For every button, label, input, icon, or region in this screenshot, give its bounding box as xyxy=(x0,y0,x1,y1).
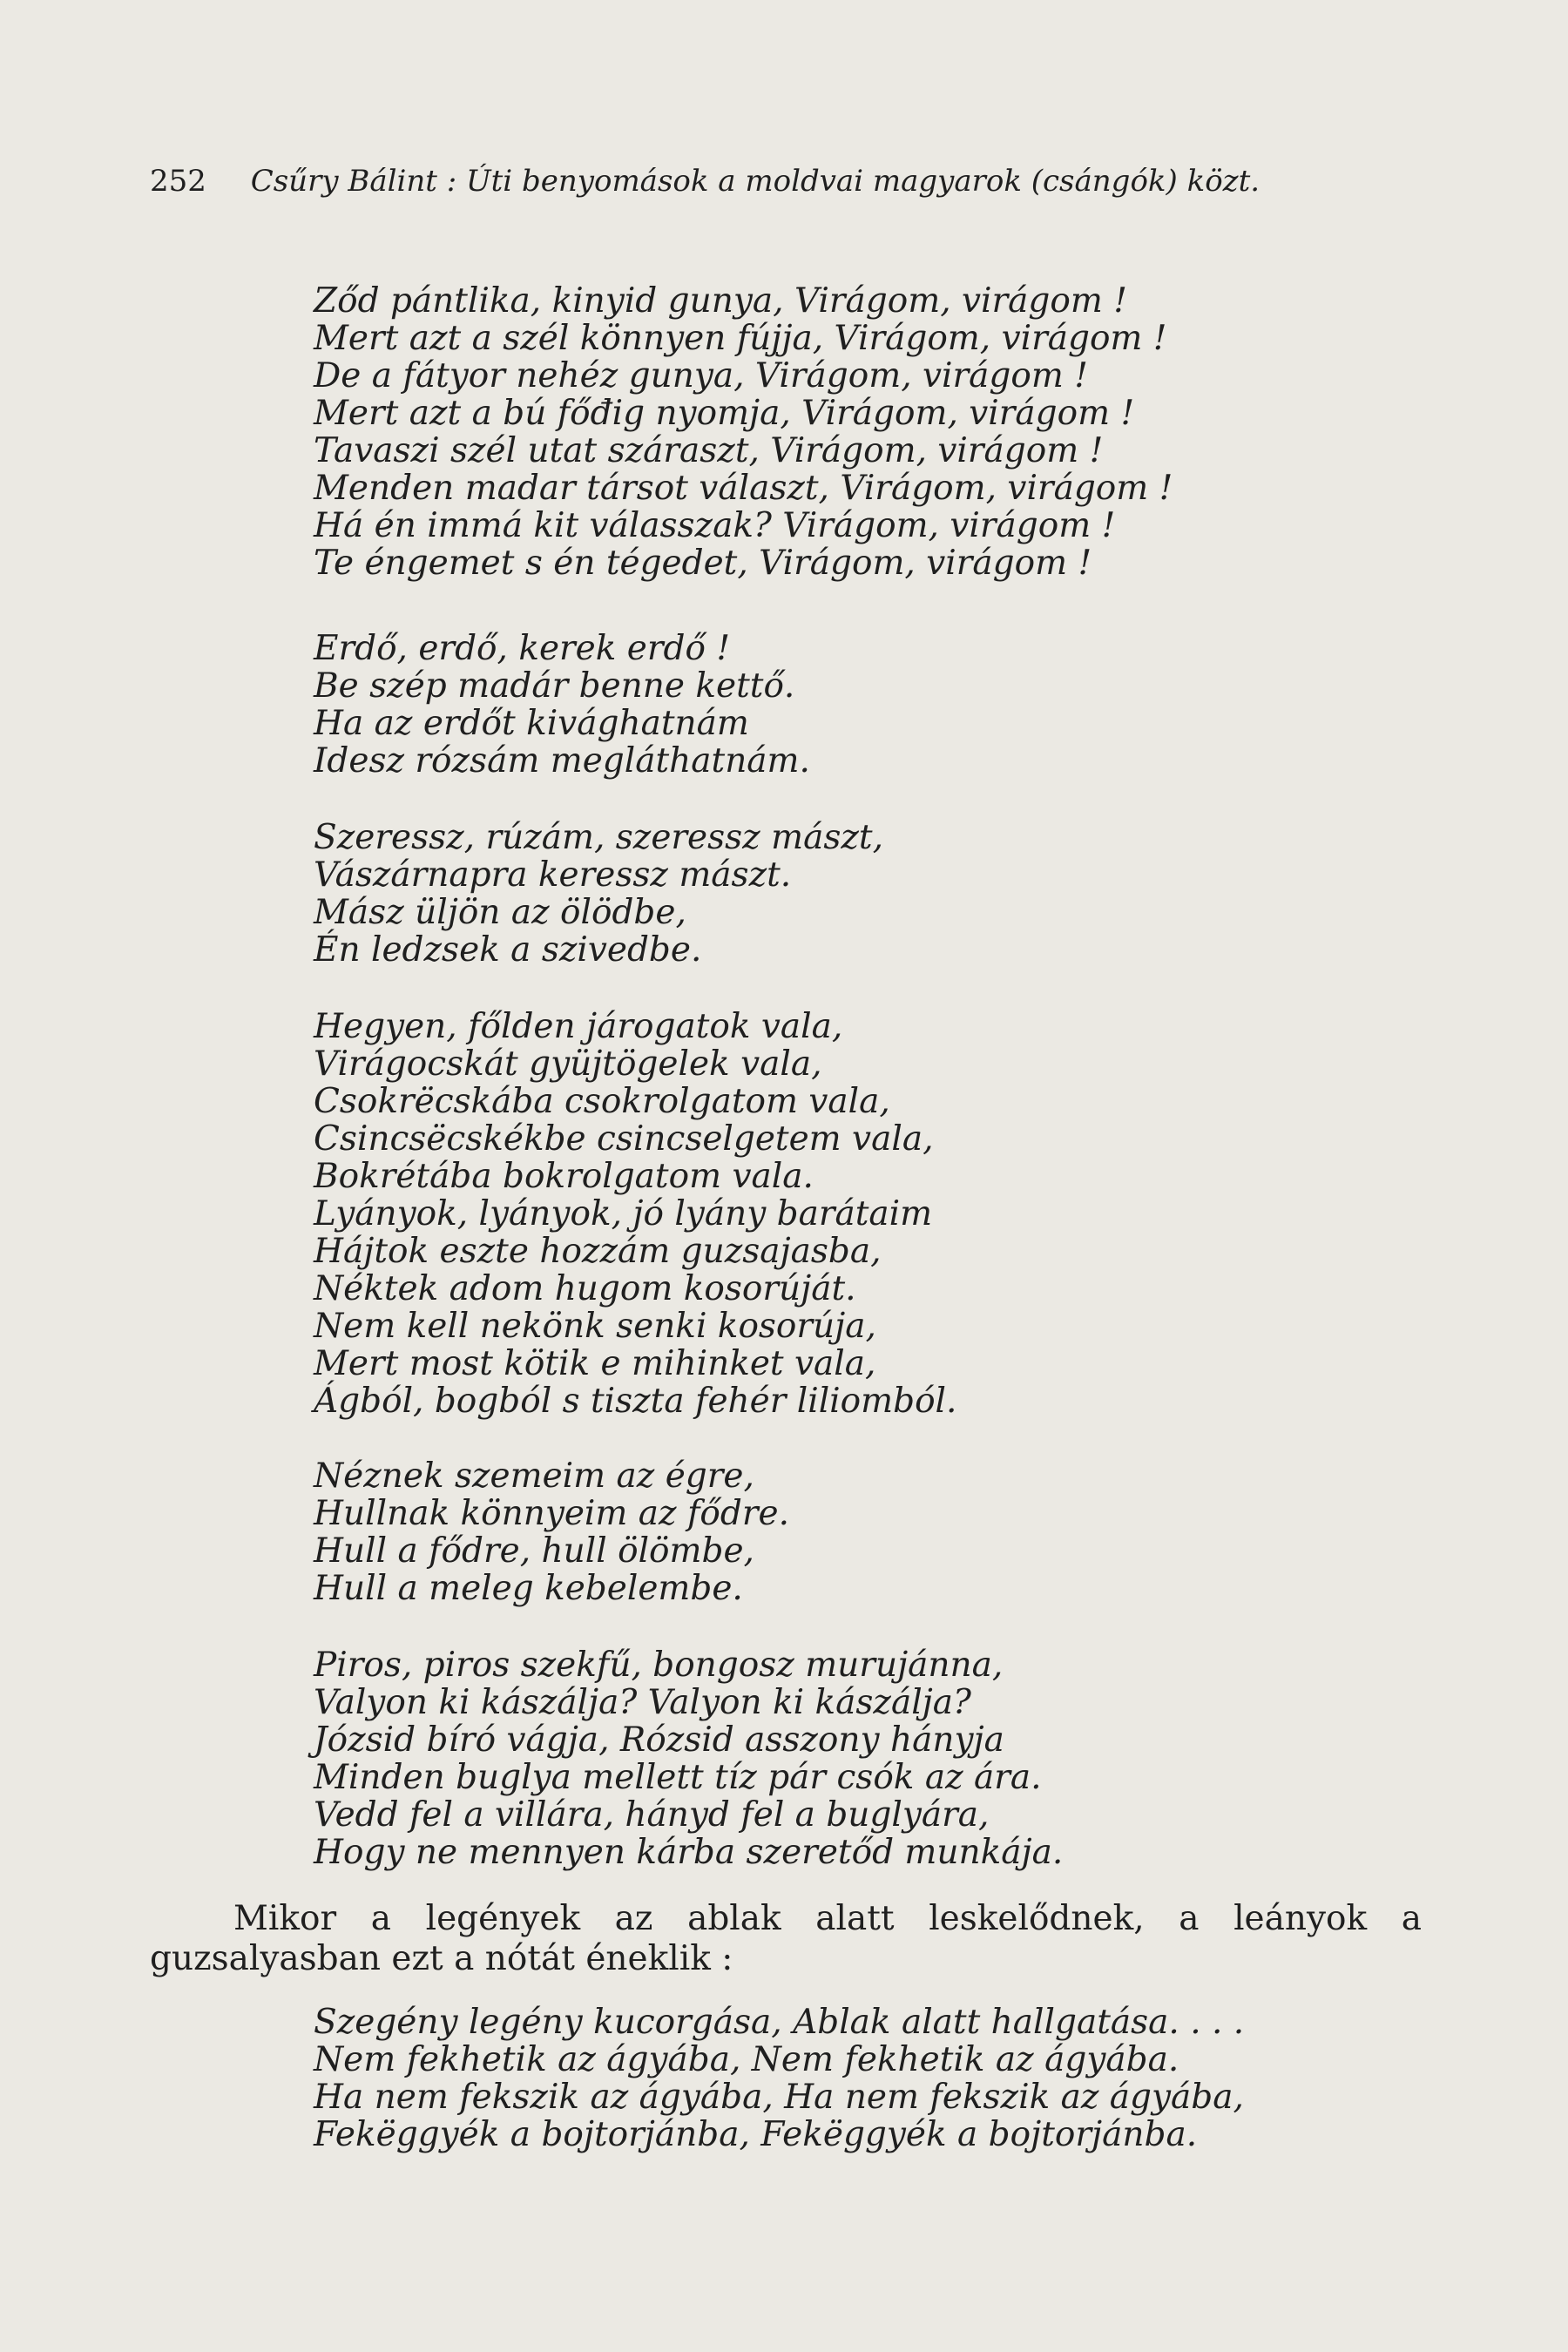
page-number: 252 xyxy=(150,164,206,199)
verse-line: Fekëggyék a bojtorjánba, Fekëggyék a bojtorjánba. xyxy=(314,2115,1198,2154)
verse-line: Én ledzsek a szivedbe. xyxy=(314,930,702,970)
verse-line: Ha az erdőt kivághatnám xyxy=(314,704,749,743)
stanza-hegyen xyxy=(314,1008,956,1420)
page-header xyxy=(150,164,1260,199)
verse-line: Mert azt a bú főđig nyomja, Virágom, virágom ! xyxy=(314,394,1135,433)
verse-line: Mert azt a szél könnyen fújja, Virágom, virágom ! xyxy=(314,319,1167,358)
verse-line: Hull a fődre, hull ölömbe, xyxy=(314,1531,754,1571)
verse-line: Mász üljön az ölödbe, xyxy=(314,893,686,932)
verse-line: Minden buglya mellett tíz pár csók az ára. xyxy=(314,1758,1042,1797)
verse-line: Ha nem fekszik az ágyába, Ha nem fekszik az ágyába, xyxy=(314,2078,1244,2117)
verse-line: Vászárnapra keressz mászt. xyxy=(314,855,792,895)
verse-line: Józsid bíró vágja, Rózsid asszony hányja xyxy=(314,1720,1004,1760)
verse-line: Mert most kötik e mihinket vala, xyxy=(314,1344,876,1383)
verse-line: Hájtok eszte hozzám guzsajasba, xyxy=(314,1232,882,1271)
verse-line: Csincsëcskékbe csincselgetem vala, xyxy=(314,1119,934,1159)
verse-line: Há én immá kit válasszak? Virágom, virágom ! xyxy=(314,506,1116,545)
verse-line: Szegény legény kucorgása, Ablak alatt hallgatása. . . . xyxy=(314,2003,1245,2042)
verse-line: Te éngemet s én tégedet, Virágom, virágom ! xyxy=(314,544,1092,583)
verse-line: Néznek szemeim az égre, xyxy=(314,1456,754,1496)
stanza-neznek xyxy=(314,1457,789,1607)
stanza-piros xyxy=(314,1646,1063,1871)
stanza-viragom xyxy=(314,282,1173,582)
running-title: Csűry Bálint : Úti benyomások a moldvai magyarok (csángók) közt. xyxy=(250,164,1260,199)
verse-line: Szeressz, rúzám, szeressz mászt, xyxy=(314,818,883,857)
verse-line: Virágocskát gyüjtögelek vala, xyxy=(314,1044,822,1084)
verse-line: Nem fekhetik az ágyába, Nem fekhetik az ágyába. xyxy=(314,2040,1179,2079)
verse-line: Tavaszi szél utat száraszt, Virágom, virágom ! xyxy=(314,431,1104,470)
verse-line: Hullnak könnyeim az fődre. xyxy=(314,1494,789,1533)
verse-line: Bokrétába bokrolgatom vala. xyxy=(314,1157,814,1196)
verse-line: Piros, piros szekfű, bongosz murujánna, xyxy=(314,1646,1004,1685)
verse-line: Néktek adom hugom kosorúját. xyxy=(314,1269,856,1308)
verse-line: Hogy ne mennyen kárba szeretőd munkája. xyxy=(314,1833,1064,1872)
verse-line: Hull a meleg kebelembe. xyxy=(314,1569,743,1608)
verse-line: Lyányok, lyányok, jó lyány barátaim xyxy=(314,1194,933,1233)
stanza-szegeny-legeny xyxy=(314,2004,1244,2153)
verse-line: Csokrëcskába csokrolgatom vala, xyxy=(314,1082,890,1121)
verse-line: Be szép madár benne kettő. xyxy=(314,666,795,706)
verse-line: Ződ pántlika, kinyid gunya, Virágom, virágom ! xyxy=(314,281,1127,321)
stanza-erdo xyxy=(314,630,810,780)
verse-line: Vedd fel a villára, hányd fel a buglyára, xyxy=(314,1795,990,1835)
verse-line: Menden madar társot választ, Virágom, virágom ! xyxy=(314,469,1173,508)
verse-line: De a fátyor nehéz gunya, Virágom, virágom ! xyxy=(314,356,1088,395)
verse-line: Idesz rózsám megláthatnám. xyxy=(314,741,810,781)
verse-line: Valyon ki kászálja? Valyon ki kászálja? xyxy=(314,1683,971,1722)
stanza-szeressz xyxy=(314,819,883,969)
verse-line: Hegyen, főlden járogatok vala, xyxy=(314,1007,843,1046)
verse-line: Erdő, erdő, kerek erdő ! xyxy=(314,629,731,668)
verse-line: Nem kell nekönk senki kosorúja, xyxy=(314,1307,876,1346)
prose-paragraph: Mikor a legények az ablak alatt leskelődnek, a leányok a guzsalyasban ezt a nótát éneklik : xyxy=(150,1899,1422,1978)
verse-line: Ágból, bogból s tiszta fehér liliomból. xyxy=(314,1382,957,1421)
